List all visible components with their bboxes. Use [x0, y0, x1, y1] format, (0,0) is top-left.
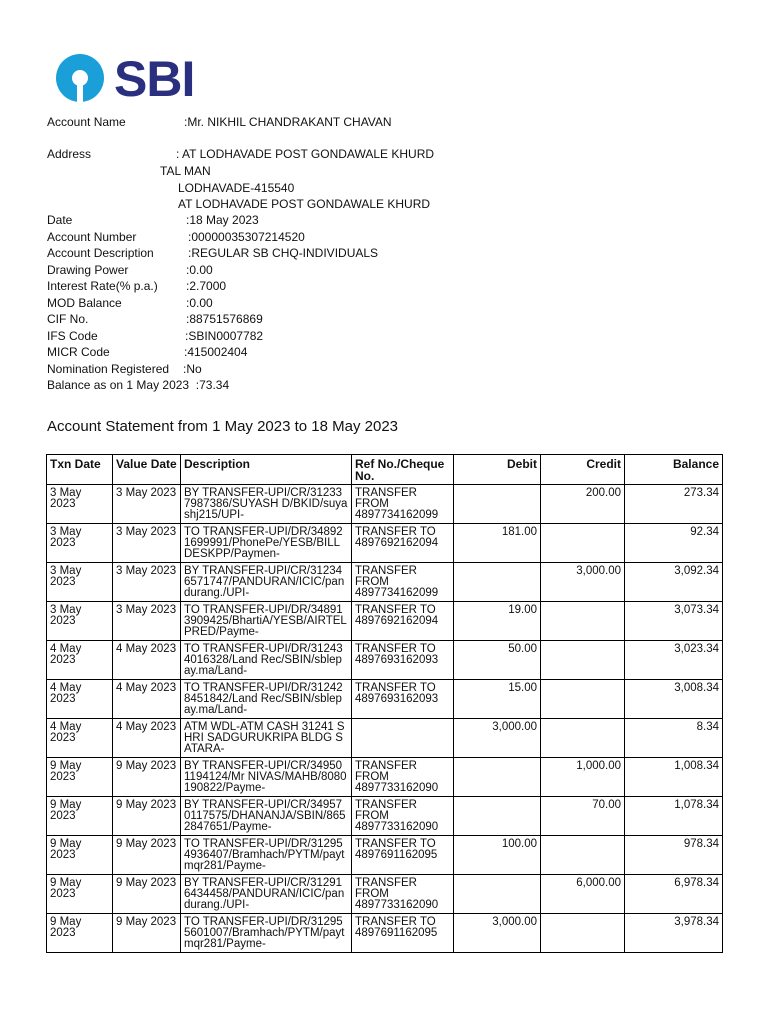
cell-description: TO TRANSFER-UPI/DR/312434016328/Land Rec/SBIN/sblepay.ma/Land- — [181, 641, 352, 680]
cell-credit — [541, 641, 625, 680]
cell-debit: 3,000.00 — [454, 719, 541, 758]
field-label: Nomination Registered — [47, 362, 170, 376]
cell-description: BY TRANSFER-UPI/CR/312346571747/PANDURAN/ICIC/pandurang./UPI- — [181, 563, 352, 602]
cell-balance: 6,978.34 — [625, 875, 723, 914]
cell-credit — [541, 602, 625, 641]
cell-value-date: 3 May 2023 — [113, 524, 181, 563]
cell-balance: 3,978.34 — [625, 914, 723, 953]
field-value: :18 May 2023 — [186, 213, 259, 227]
address-line-2: TAL MAN — [160, 164, 211, 178]
statement-title: Account Statement from 1 May 2023 to 18 May 2023 — [47, 418, 399, 435]
header-txn-date: Txn Date — [47, 455, 113, 485]
field-label: CIF No. — [47, 312, 89, 326]
table-row — [47, 641, 723, 680]
header-balance: Balance — [625, 455, 723, 485]
cell-debit: 50.00 — [454, 641, 541, 680]
cell-description: TO TRANSFER-UPI/DR/348921699991/PhonePe/YESB/BILLDESKPP/Paymen- — [181, 524, 352, 563]
cell-credit: 1,000.00 — [541, 758, 625, 797]
cell-ref-no: TRANSFER FROM 4897733162090 — [352, 758, 454, 797]
cell-balance: 92.34 — [625, 524, 723, 563]
cell-balance: 8.34 — [625, 719, 723, 758]
cell-txn-date: 9 May 2023 — [47, 914, 113, 953]
cell-txn-date: 3 May 2023 — [47, 563, 113, 602]
field-label: Interest Rate(% p.a.) — [47, 279, 158, 293]
cell-credit — [541, 836, 625, 875]
cell-debit: 19.00 — [454, 602, 541, 641]
table-row — [47, 680, 723, 719]
cell-description: TO TRANSFER-UPI/DR/348913909425/BhartiA/YESB/AIRTELPRED/Payme- — [181, 602, 352, 641]
sbi-logo-text: SBI — [114, 51, 195, 107]
cell-credit — [541, 719, 625, 758]
address-line-4: AT LODHAVADE POST GONDAWALE KHURD — [178, 197, 431, 211]
field-value: :00000035307214520 — [188, 230, 305, 244]
table-row — [47, 914, 723, 953]
address-line-3: LODHAVADE-415540 — [178, 181, 295, 195]
table-row — [47, 602, 723, 641]
field-label: IFS Code — [47, 329, 98, 343]
cell-txn-date: 9 May 2023 — [47, 836, 113, 875]
cell-debit — [454, 485, 541, 524]
address-label: Address — [47, 147, 92, 161]
cell-credit — [541, 524, 625, 563]
cell-description: TO TRANSFER-UPI/DR/312428451842/Land Rec/SBIN/sblepay.ma/Land- — [181, 680, 352, 719]
cell-balance: 3,092.34 — [625, 563, 723, 602]
cell-balance: 1,078.34 — [625, 797, 723, 836]
table-header-row — [47, 455, 723, 485]
field-value: :No — [183, 362, 202, 376]
cell-description: BY TRANSFER-UPI/CR/312916434458/PANDURAN/ICIC/pandurang./UPI- — [181, 875, 352, 914]
table-row — [47, 524, 723, 563]
cell-value-date: 4 May 2023 — [113, 719, 181, 758]
table-row — [47, 875, 723, 914]
field-label: MICR Code — [47, 345, 110, 359]
field-label: Account Number — [47, 230, 137, 244]
cell-value-date: 3 May 2023 — [113, 485, 181, 524]
cell-debit — [454, 758, 541, 797]
cell-description: BY TRANSFER-UPI/CR/312337987386/SUYASH D/BKID/suyashj215/UPI- — [181, 485, 352, 524]
header-credit: Credit — [541, 455, 625, 485]
cell-credit — [541, 680, 625, 719]
cell-balance: 273.34 — [625, 485, 723, 524]
header-ref-no: Ref No./Cheque No. — [352, 455, 454, 485]
cell-value-date: 4 May 2023 — [113, 680, 181, 719]
cell-debit: 100.00 — [454, 836, 541, 875]
field-value: :2.7000 — [186, 279, 227, 293]
cell-value-date: 9 May 2023 — [113, 836, 181, 875]
header-description: Description — [181, 455, 352, 485]
field-label: Account Description — [47, 246, 154, 260]
cell-debit: 15.00 — [454, 680, 541, 719]
cell-ref-no: TRANSFER FROM 4897733162090 — [352, 875, 454, 914]
field-label: MOD Balance — [47, 296, 122, 310]
transactions-body — [47, 485, 723, 953]
cell-ref-no — [352, 719, 454, 758]
cell-debit — [454, 797, 541, 836]
cell-ref-no: TRANSFER TO 4897693162093 — [352, 641, 454, 680]
cell-credit: 3,000.00 — [541, 563, 625, 602]
address-line-1: : AT LODHAVADE POST GONDAWALE KHURD — [176, 147, 435, 161]
cell-debit: 181.00 — [454, 524, 541, 563]
transactions-table — [46, 454, 723, 953]
cell-txn-date: 9 May 2023 — [47, 875, 113, 914]
field-value: :0.00 — [186, 296, 213, 310]
cell-ref-no: TRANSFER TO 4897692162094 — [352, 602, 454, 641]
table-row — [47, 719, 723, 758]
cell-txn-date: 3 May 2023 — [47, 524, 113, 563]
cell-ref-no: TRANSFER TO 4897691162095 — [352, 914, 454, 953]
cell-ref-no: TRANSFER FROM 4897734162099 — [352, 563, 454, 602]
cell-description: ATM WDL-ATM CASH 31241 SHRI SADGURUKRIPA BLDG SATARA- — [181, 719, 352, 758]
table-row — [47, 836, 723, 875]
field-label: Date — [47, 213, 73, 227]
sbi-logo — [54, 51, 204, 107]
table-row — [47, 563, 723, 602]
field-value: :REGULAR SB CHQ-INDIVIDUALS — [188, 246, 379, 260]
cell-value-date: 9 May 2023 — [113, 914, 181, 953]
field-value: :SBIN0007782 — [185, 329, 264, 343]
cell-balance: 3,073.34 — [625, 602, 723, 641]
cell-value-date: 3 May 2023 — [113, 563, 181, 602]
header-value-date: Value Date — [113, 455, 181, 485]
cell-ref-no: TRANSFER FROM 4897733162090 — [352, 797, 454, 836]
sbi-keyhole-icon — [54, 52, 108, 104]
account-name-label: Account Name — [47, 115, 126, 129]
cell-value-date: 3 May 2023 — [113, 602, 181, 641]
cell-value-date: 9 May 2023 — [113, 797, 181, 836]
cell-txn-date: 9 May 2023 — [47, 797, 113, 836]
cell-debit — [454, 875, 541, 914]
cell-credit: 70.00 — [541, 797, 625, 836]
cell-value-date: 9 May 2023 — [113, 875, 181, 914]
cell-balance: 3,023.34 — [625, 641, 723, 680]
table-row — [47, 797, 723, 836]
cell-description: TO TRANSFER-UPI/DR/312954936407/Bramhach/PYTM/paytmqr281/Payme- — [181, 836, 352, 875]
cell-description: TO TRANSFER-UPI/DR/312955601007/Bramhach/PYTM/paytmqr281/Payme- — [181, 914, 352, 953]
cell-txn-date: 3 May 2023 — [47, 602, 113, 641]
cell-description: BY TRANSFER-UPI/CR/349501194124/Mr NIVAS/MAHB/8080190822/Payme- — [181, 758, 352, 797]
cell-credit: 200.00 — [541, 485, 625, 524]
table-row — [47, 485, 723, 524]
cell-balance: 978.34 — [625, 836, 723, 875]
table-row — [47, 758, 723, 797]
field-value: :415002404 — [184, 345, 248, 359]
cell-description: BY TRANSFER-UPI/CR/349570117575/DHANANJA/SBIN/8652847651/Payme- — [181, 797, 352, 836]
field-value: :0.00 — [186, 263, 213, 277]
cell-credit — [541, 914, 625, 953]
cell-txn-date: 4 May 2023 — [47, 719, 113, 758]
cell-ref-no: TRANSFER TO 4897691162095 — [352, 836, 454, 875]
cell-debit — [454, 563, 541, 602]
field-value: :88751576869 — [186, 312, 263, 326]
cell-credit: 6,000.00 — [541, 875, 625, 914]
opening-balance-text: Balance as on 1 May 2023 :73.34 — [47, 378, 230, 392]
cell-balance: 1,008.34 — [625, 758, 723, 797]
cell-value-date: 9 May 2023 — [113, 758, 181, 797]
cell-txn-date: 4 May 2023 — [47, 641, 113, 680]
cell-ref-no: TRANSFER FROM 4897734162099 — [352, 485, 454, 524]
cell-txn-date: 9 May 2023 — [47, 758, 113, 797]
account-name-value: :Mr. NIKHIL CHANDRAKANT CHAVAN — [184, 115, 392, 129]
field-label: Drawing Power — [47, 263, 129, 277]
cell-debit: 3,000.00 — [454, 914, 541, 953]
cell-ref-no: TRANSFER TO 4897692162094 — [352, 524, 454, 563]
header-debit: Debit — [454, 455, 541, 485]
cell-txn-date: 4 May 2023 — [47, 680, 113, 719]
cell-ref-no: TRANSFER TO 4897693162093 — [352, 680, 454, 719]
cell-value-date: 4 May 2023 — [113, 641, 181, 680]
cell-balance: 3,008.34 — [625, 680, 723, 719]
cell-txn-date: 3 May 2023 — [47, 485, 113, 524]
